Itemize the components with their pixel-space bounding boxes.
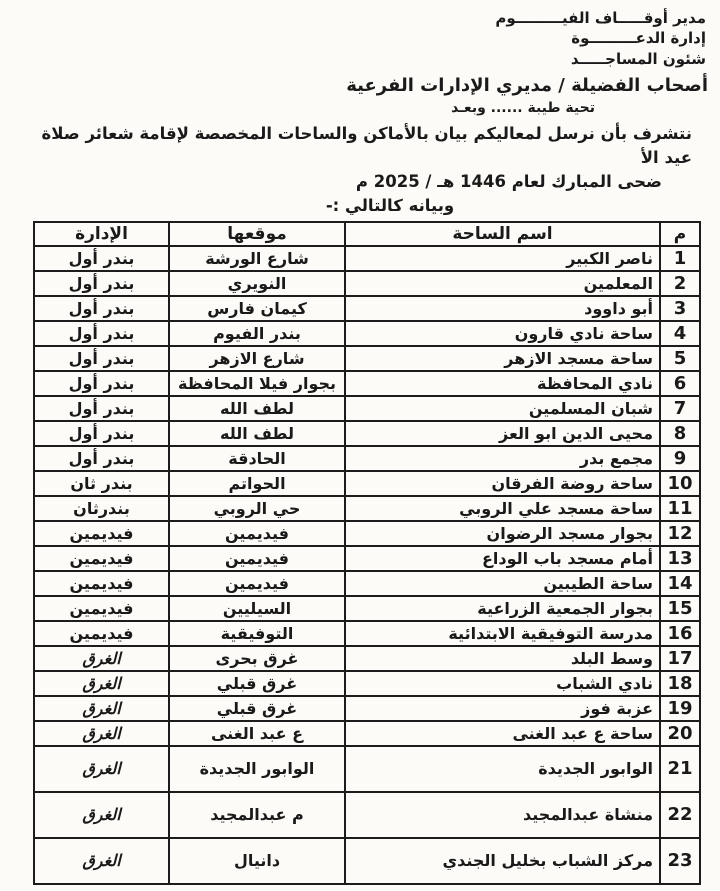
cell-admin: فيديمين xyxy=(34,571,169,596)
cell-location: فيديمين xyxy=(169,571,345,596)
cell-location: م عبدالمجيد xyxy=(169,792,345,838)
cell-num: 5 xyxy=(660,346,700,371)
cell-num: 4 xyxy=(660,321,700,346)
cell-location: لطف الله xyxy=(169,396,345,421)
cell-admin: الغرق xyxy=(34,792,169,838)
cell-num: 11 xyxy=(660,496,700,521)
cell-name: بجوار الجمعية الزراعية xyxy=(345,596,660,621)
cell-location: حي الروبي xyxy=(169,496,345,521)
table-row xyxy=(34,421,700,446)
cell-name: ساحة ع عبد الغنى xyxy=(345,721,660,746)
cell-num: 2 xyxy=(660,271,700,296)
cell-location: الحادقة xyxy=(169,446,345,471)
table-row xyxy=(34,396,700,421)
cell-num: 12 xyxy=(660,521,700,546)
table-row xyxy=(34,496,700,521)
cell-num: 14 xyxy=(660,571,700,596)
cell-num: 9 xyxy=(660,446,700,471)
table-row xyxy=(34,621,700,646)
table-row xyxy=(34,671,700,696)
cell-admin: فيديمين xyxy=(34,521,169,546)
cell-location: فيديمين xyxy=(169,546,345,571)
cell-location: غرق قبلي xyxy=(169,671,345,696)
header-name: اسم الساحة xyxy=(345,222,660,246)
cell-admin: بندر ثان xyxy=(34,471,169,496)
cell-admin: الغرق xyxy=(34,696,169,721)
cell-num: 7 xyxy=(660,396,700,421)
header-admin: الإدارة xyxy=(34,222,169,246)
cell-num: 20 xyxy=(660,721,700,746)
cell-admin: بندر أول xyxy=(34,371,169,396)
cell-num: 18 xyxy=(660,671,700,696)
cell-location: لطف الله xyxy=(169,421,345,446)
table-row xyxy=(34,546,700,571)
table-header xyxy=(34,222,700,246)
letterhead-line-directorate: مدير أوقـــــاف الفيـــــــــوم xyxy=(495,9,706,27)
cell-name: المعلمين xyxy=(345,271,660,296)
cell-admin: الغرق xyxy=(34,646,169,671)
cell-name: عزبة فوز xyxy=(345,696,660,721)
table-row xyxy=(34,646,700,671)
cell-num: 3 xyxy=(660,296,700,321)
cell-num: 1 xyxy=(660,246,700,271)
table-row xyxy=(34,246,700,271)
cell-name: ناصر الكبير xyxy=(345,246,660,271)
cell-location: شارع الازهر xyxy=(169,346,345,371)
table-row xyxy=(34,596,700,621)
cell-name: ساحة نادي قارون xyxy=(345,321,660,346)
table-row xyxy=(34,471,700,496)
table-row xyxy=(34,746,700,792)
cell-admin: بندر أول xyxy=(34,246,169,271)
cell-name: أمام مسجد باب الوداع xyxy=(345,546,660,571)
table-row xyxy=(34,271,700,296)
cell-num: 15 xyxy=(660,596,700,621)
cell-name: نادي الشباب xyxy=(345,671,660,696)
letterhead xyxy=(0,0,720,69)
table-row xyxy=(34,571,700,596)
cell-admin: بندر أول xyxy=(34,321,169,346)
cell-name: وسط البلد xyxy=(345,646,660,671)
table-row xyxy=(34,446,700,471)
cell-admin: بندر أول xyxy=(34,271,169,296)
cell-admin: بندر أول xyxy=(34,346,169,371)
cell-location: الحواتم xyxy=(169,471,345,496)
table-row xyxy=(34,346,700,371)
table-row xyxy=(34,838,700,884)
cell-num: 22 xyxy=(660,792,700,838)
cell-location: غرق بحرى xyxy=(169,646,345,671)
cell-admin: الغرق xyxy=(34,671,169,696)
body-line-1: نتشرف بأن نرسل لمعاليكم بيان بالأماكن والساحات المخصصة لإقامة شعائر صلاة عيد الأ xyxy=(41,123,692,167)
cell-admin: الغرق xyxy=(34,721,169,746)
cell-name: محيى الدين ابو العز xyxy=(345,421,660,446)
cell-name: شبان المسلمين xyxy=(345,396,660,421)
body-line-2: ضحى المبارك لعام 1446 هـ / 2025 م xyxy=(355,171,662,191)
greeting-line: تحية طيبة ...... وبعـد xyxy=(451,99,595,116)
table-header-row xyxy=(34,222,700,246)
cell-num: 13 xyxy=(660,546,700,571)
cell-num: 16 xyxy=(660,621,700,646)
table-body xyxy=(34,246,700,884)
cell-location: السيليين xyxy=(169,596,345,621)
cell-name: نادي المحافظة xyxy=(345,371,660,396)
cell-num: 6 xyxy=(660,371,700,396)
cell-name: ساحة الطيبين xyxy=(345,571,660,596)
cell-num: 23 xyxy=(660,838,700,884)
cell-num: 21 xyxy=(660,746,700,792)
cell-location: ع عبد الغنى xyxy=(169,721,345,746)
cell-admin: فيديمين xyxy=(34,621,169,646)
cell-num: 10 xyxy=(660,471,700,496)
statement-line: وبيانه كالتالي :- xyxy=(325,195,455,215)
cell-num: 19 xyxy=(660,696,700,721)
cell-admin: الغرق xyxy=(34,838,169,884)
cell-name: مركز الشباب بخليل الجندي xyxy=(345,838,660,884)
cell-name: بجوار مسجد الرضوان xyxy=(345,521,660,546)
cell-location: الوابور الجديدة xyxy=(169,746,345,792)
salutation-line: أصحاب الفضيلة / مديري الإدارات الفرعية xyxy=(346,74,708,96)
cell-location: شارع الورشة xyxy=(169,246,345,271)
cell-location: فيديمين xyxy=(169,521,345,546)
cell-location: بندر الفيوم xyxy=(169,321,345,346)
cell-name: ساحة روضة الفرقان xyxy=(345,471,660,496)
cell-admin: فيديمين xyxy=(34,596,169,621)
table-row xyxy=(34,792,700,838)
cell-num: 17 xyxy=(660,646,700,671)
cell-name: مجمع بدر xyxy=(345,446,660,471)
cell-name: مدرسة التوفيقية الابتدائية xyxy=(345,621,660,646)
cell-name: ساحة مسجد الازهر xyxy=(345,346,660,371)
table-row xyxy=(34,321,700,346)
cell-location: دانيال xyxy=(169,838,345,884)
cell-location: النويري xyxy=(169,271,345,296)
table-row xyxy=(34,521,700,546)
cell-location: التوفيقية xyxy=(169,621,345,646)
table-row xyxy=(34,696,700,721)
venues-table xyxy=(33,221,701,885)
cell-admin: بندر أول xyxy=(34,296,169,321)
cell-name: الوابور الجديدة xyxy=(345,746,660,792)
table-row xyxy=(34,296,700,321)
cell-admin: بندر أول xyxy=(34,446,169,471)
cell-location: غرق قبلي xyxy=(169,696,345,721)
cell-location: كيمان فارس xyxy=(169,296,345,321)
header-num: م xyxy=(660,222,700,246)
cell-name: أبو داوود xyxy=(345,296,660,321)
letterhead-line-dawah: إدارة الدعـــــــــوة xyxy=(571,29,706,48)
cell-admin: فيديمين xyxy=(34,546,169,571)
cell-name: ساحة مسجد علي الروبي xyxy=(345,496,660,521)
table-row xyxy=(34,371,700,396)
header-location: موقعها xyxy=(169,222,345,246)
table-row xyxy=(34,721,700,746)
body-paragraph xyxy=(0,118,720,194)
letterhead-line-mosques: شئون المساجـــــد xyxy=(570,49,706,68)
cell-admin: بندر أول xyxy=(34,421,169,446)
cell-admin: بندرثان xyxy=(34,496,169,521)
cell-num: 8 xyxy=(660,421,700,446)
cell-admin: الغرق xyxy=(34,746,169,792)
cell-name: منشاة عبدالمجيد xyxy=(345,792,660,838)
cell-admin: بندر أول xyxy=(34,396,169,421)
cell-location: بجوار فيلا المحافظة xyxy=(169,371,345,396)
